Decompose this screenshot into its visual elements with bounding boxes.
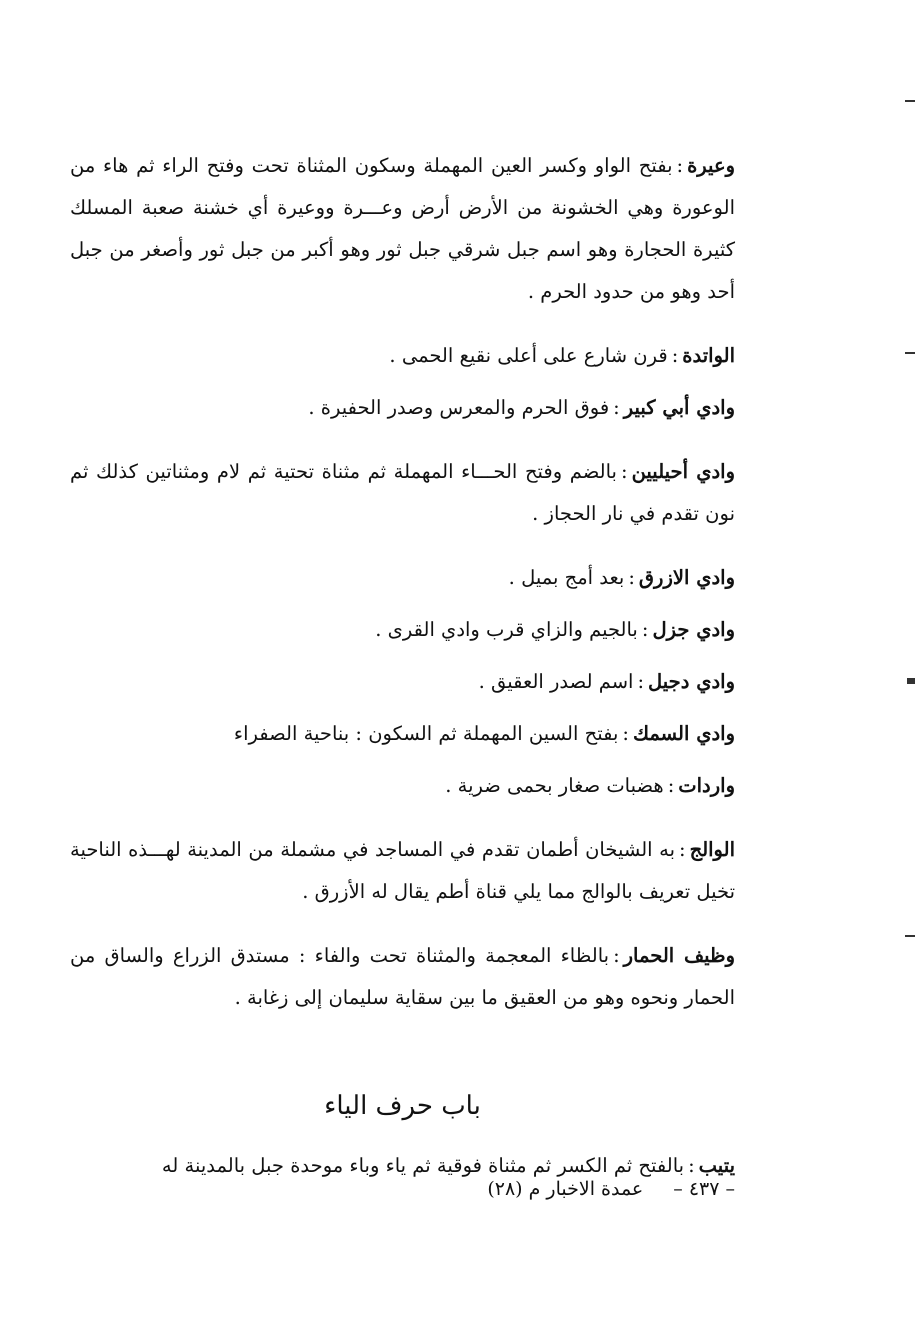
- entry-text: بالضم وفتح الحـــاء المهملة ثم مثناة تحتية ثم لام ومثناتين كذلك ثم نون تقدم في نار الحجاز .: [70, 460, 735, 525]
- entry-wadi-jazl: وادي جزل:بالجيم والزاي قرب وادي القرى .: [375, 618, 735, 641]
- margin-mark: [905, 100, 915, 102]
- entry-alwalij: الوالج:به الشيخان أطمان تقدم في المساجد في مشملة من المدينة لهـــذه الناحية تخيل تعريف بالوالج مما يلي قناة أطم يقال له الأزرق .: [70, 838, 735, 903]
- entry-text: بالظاء المعجمة والمثناة تحت والفاء : مستدق الزراع والساق من الحمار ونحوه وهو من العقيق ما بين سقاية سليمان إلى زغابة .: [70, 944, 735, 1009]
- entry-text: بفتح الواو وكسر العين المهملة وسكون المثناة تحت وفتح الراء ثم هاء من الوعورة وهي الخشونة من الأرض أرض وعـــرة ووعيرة أي خشنة صعبة المسلك كثيرة الحجارة وهو اسم جبل شرقي جبل ثور وهو أكبر من جبل ثور وأصغر من جبل أحد وهو من حدود الحرم .: [70, 154, 735, 303]
- entry-text: فوق الحرم والمعرس وصدر الحفيرة .: [308, 396, 610, 419]
- entry-text: بفتح السين المهملة ثم السكون : بناحية الصفراء: [233, 722, 619, 745]
- entry-wadi-azraq: وادي الازرق:بعد أمج بميل .: [508, 566, 735, 589]
- entry-term: وعيرة: [687, 154, 735, 177]
- entry-waridat: واردات:هضبات صغار بحمى ضرية .: [445, 774, 735, 797]
- entry-text: به الشيخان أطمان تقدم في المساجد في مشملة من المدينة لهـــذه الناحية تخيل تعريف بالوالج مما يلي قناة أطم يقال له الأزرق .: [70, 838, 735, 903]
- entry-wadi-abi-kabir: وادي أبي كبير:فوق الحرم والمعرس وصدر الحفيرة .: [308, 396, 735, 419]
- entry-term: وادي دجيل: [648, 670, 735, 693]
- entry-wadi-dujayl: وادي دجيل:اسم لصدر العقيق .: [478, 670, 735, 693]
- entry-text: اسم لصدر العقيق .: [478, 670, 634, 693]
- entry-term: وادي أحيليين: [631, 460, 736, 483]
- entry-term: يتيب: [698, 1154, 735, 1177]
- entry-text: قرن شارع على أعلى نقيع الحمى .: [389, 344, 668, 367]
- entry-term: الواتدة: [682, 344, 735, 367]
- entry-waira: وعيرة:بفتح الواو وكسر العين المهملة وسكون المثناة تحت وفتح الراء ثم هاء من الوعورة وهي الخشونة من الأرض أرض وعـــرة ووعيرة أي خشنة صعبة المسلك كثيرة الحجارة وهو اسم جبل شرقي جبل ثور وهو أكبر من جبل ثور وأصغر من جبل أحد وهو من حدود الحرم .: [70, 154, 735, 303]
- page-footer: [105, 1178, 735, 1200]
- entry-term: وادي جزل: [652, 618, 735, 641]
- entry-term: الوالج: [689, 838, 735, 861]
- entry-term: وادي أبي كبير: [623, 396, 735, 419]
- entry-wadi-uhaylin: وادي أحيليين:بالضم وفتح الحـــاء المهملة ثم مثناة تحتية ثم لام ومثناتين كذلك ثم نون تقدم في نار الحجاز .: [70, 460, 736, 525]
- entry-yatib: يتيب:بالفتح ثم الكسر ثم مثناة فوقية ثم ياء وباء موحدة جبل بالمدينة له: [161, 1154, 735, 1177]
- entry-text: بعد أمج بميل .: [508, 566, 625, 589]
- entry-text: هضبات صغار بحمى ضرية .: [445, 774, 664, 797]
- entry-wazif-alhimar: وظيف الحمار:بالظاء المعجمة والمثناة تحت والفاء : مستدق الزراع والساق من الحمار ونحوه وهو من العقيق ما بين سقاية سليمان إلى زغابة .: [70, 944, 735, 1009]
- page-number: – ٤٣٧ –: [673, 1178, 735, 1200]
- margin-mark: [907, 678, 915, 684]
- entry-term: وادي السمك: [632, 722, 735, 745]
- entry-text: بالجيم والزاي قرب وادي القرى .: [375, 618, 638, 641]
- entry-term: وادي الازرق: [638, 566, 735, 589]
- entry-term: وظيف الحمار: [623, 944, 735, 967]
- entry-text: بالفتح ثم الكسر ثم مثناة فوقية ثم ياء وباء موحدة جبل بالمدينة له: [161, 1154, 685, 1177]
- entry-term: واردات: [678, 774, 735, 797]
- section-title: باب حرف الياء: [324, 1091, 481, 1121]
- margin-mark: [905, 352, 915, 354]
- page-body: [70, 145, 735, 1197]
- entry-wadi-samak: وادي السمك:بفتح السين المهملة ثم السكون : بناحية الصفراء: [233, 722, 735, 745]
- margin-mark: [905, 935, 915, 937]
- entry-alwatida: الواتدة:قرن شارع على أعلى نقيع الحمى .: [389, 344, 735, 367]
- running-title: عمدة الاخبار م (٢٨): [487, 1178, 644, 1200]
